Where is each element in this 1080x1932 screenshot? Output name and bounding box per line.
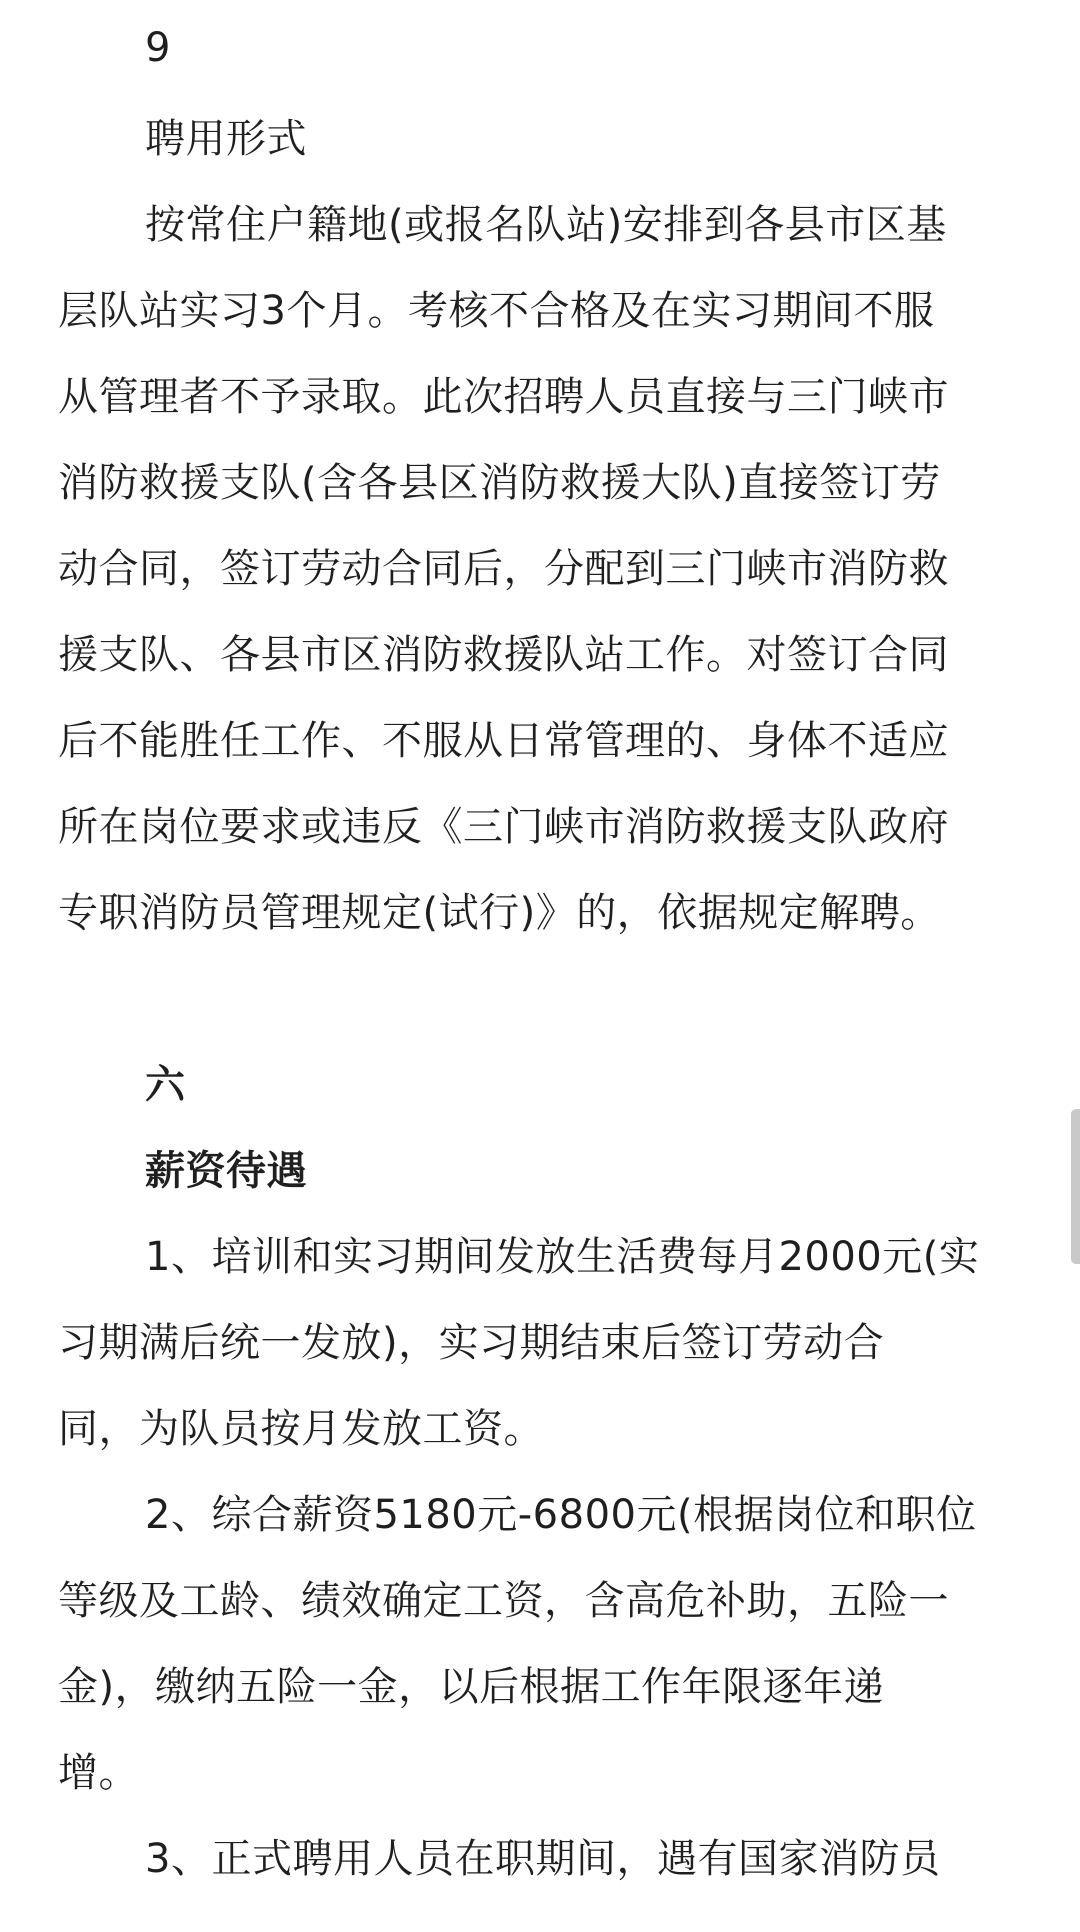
paragraph-line: 同，为队员按月发放工资。 xyxy=(58,1406,544,1452)
paragraph-line: 从管理者不予录取。此次招聘人员直接与三门峡市 xyxy=(58,374,949,420)
salary-item-3 xyxy=(58,1816,1020,1902)
scrollbar-thumb[interactable] xyxy=(1071,1109,1080,1264)
paragraph-line: 增。 xyxy=(58,1750,139,1796)
paragraph-line: 金)，缴纳五险一金，以后根据工作年限逐年递 xyxy=(58,1664,885,1710)
employment-form-paragraph xyxy=(58,182,1020,956)
paragraph-line: 所在岗位要求或违反《三门峡市消防救援支队政府 xyxy=(58,804,949,850)
paragraph-line: 援支队、各县市区消防救援队站工作。对签订合同 xyxy=(58,632,949,678)
section-title: 薪资待遇 xyxy=(145,1148,307,1194)
paragraph-line: 按常住户籍地(或报名队站)安排到各县市区基 xyxy=(145,202,947,248)
salary-item-2 xyxy=(58,1472,1020,1816)
paragraph-line: 消防救援支队(含各县区消防救援大队)直接签订劳 xyxy=(58,460,941,506)
paragraph-line: 层队站实习3个月。考核不合格及在实习期间不服 xyxy=(58,288,935,334)
paragraph-line: 3、正式聘用人员在职期间，遇有国家消防员 xyxy=(145,1836,941,1882)
paragraph-line: 后不能胜任工作、不服从日常管理的、身体不适应 xyxy=(58,718,949,764)
paragraph-line: 习期满后统一发放)，实习期结束后签订劳动合 xyxy=(58,1320,885,1366)
paragraph-line: 1、培训和实习期间发放生活费每月2000元(实 xyxy=(145,1234,980,1280)
article-body xyxy=(58,0,1020,1902)
section-number: 六 xyxy=(145,1062,186,1108)
paragraph-line: 专职消防员管理规定(试行)》的，依据规定解聘。 xyxy=(58,890,941,936)
paragraph-line: 等级及工龄、绩效确定工资，含高危补助，五险一 xyxy=(58,1578,949,1624)
paragraph-line: 2、综合薪资5180元-6800元(根据岗位和职位 xyxy=(145,1492,977,1538)
salary-item-1 xyxy=(58,1214,1020,1472)
section-number: 9 xyxy=(145,25,171,71)
section-spacer xyxy=(58,956,1020,1042)
section-title: 聘用形式 xyxy=(145,116,307,162)
paragraph-line: 动合同，签订劳动合同后，分配到三门峡市消防救 xyxy=(58,546,949,592)
